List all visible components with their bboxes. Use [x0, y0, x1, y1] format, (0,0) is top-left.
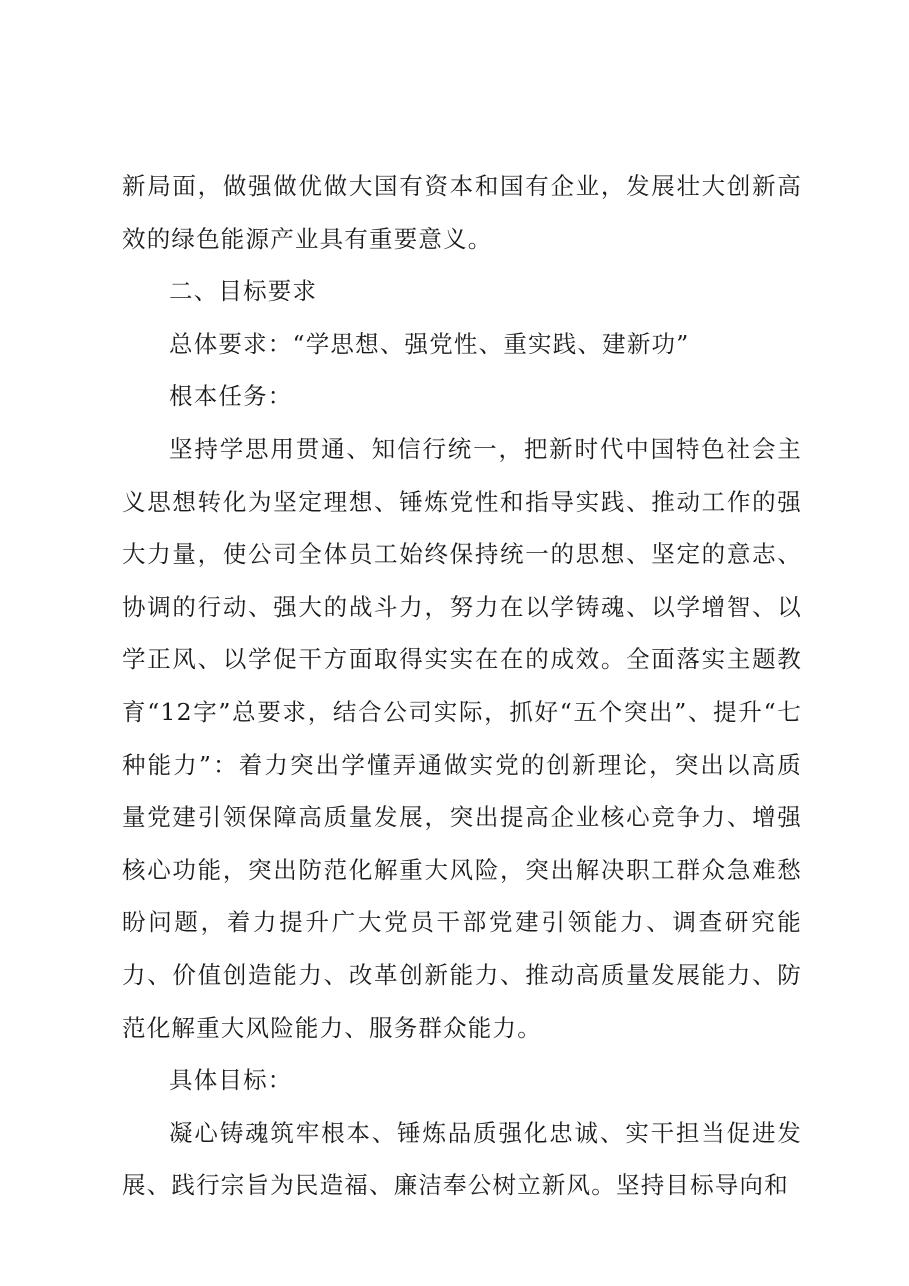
fundamental-task-label: 根本任务：	[169, 382, 293, 411]
overall-requirement: 总体要求：“学思想、强党性、重实践、建新功”	[169, 329, 690, 358]
specific-goals-paragraph: 凝心铸魂筑牢根本、锤炼品质强化忠诚、实干担当促进发展、践行宗旨为民造福、廉洁奉公树立新风。坚持目标导向和	[122, 1118, 802, 1200]
paragraph-continuation: 新局面，做强做优做大国有资本和国有企业，发展壮大创新高效的绿色能源产业具有重要意义。	[122, 172, 802, 253]
specific-goals-label: 具体目标：	[169, 1066, 293, 1095]
section-heading-goals: 二、目标要求	[169, 277, 318, 306]
fundamental-task-paragraph: 坚持学思用贯通、知信行统一，把新时代中国特色社会主义思想转化为坚定理想、锤炼党性和指导实践、推动工作的强大力量，使公司全体员工始终保持统一的思想、坚定的意志、协调的行动、强大的战斗力，努力在以学铸魂、以学增智、以学正风、以学促干方面取得实实在在的成效。全面落实主题教育“12字”总要求，结合公司实际，抓好“五个突出”、提升“七种能力”：着力突出学懂弄通做实党的创新理论，突出以高质量党建引领保障高质量发展，突出提高企业核心竞争力、增强核心功能，突出防范化解重大风险，突出解决职工群众急难愁盼问题，着力提升广大党员干部党建引领能力、调查研究能力、价值创造能力、改革创新能力、推动高质量发展能力、防范化解重大风险能力、服务群众能力。	[122, 434, 802, 1042]
document-body	[122, 160, 802, 1212]
